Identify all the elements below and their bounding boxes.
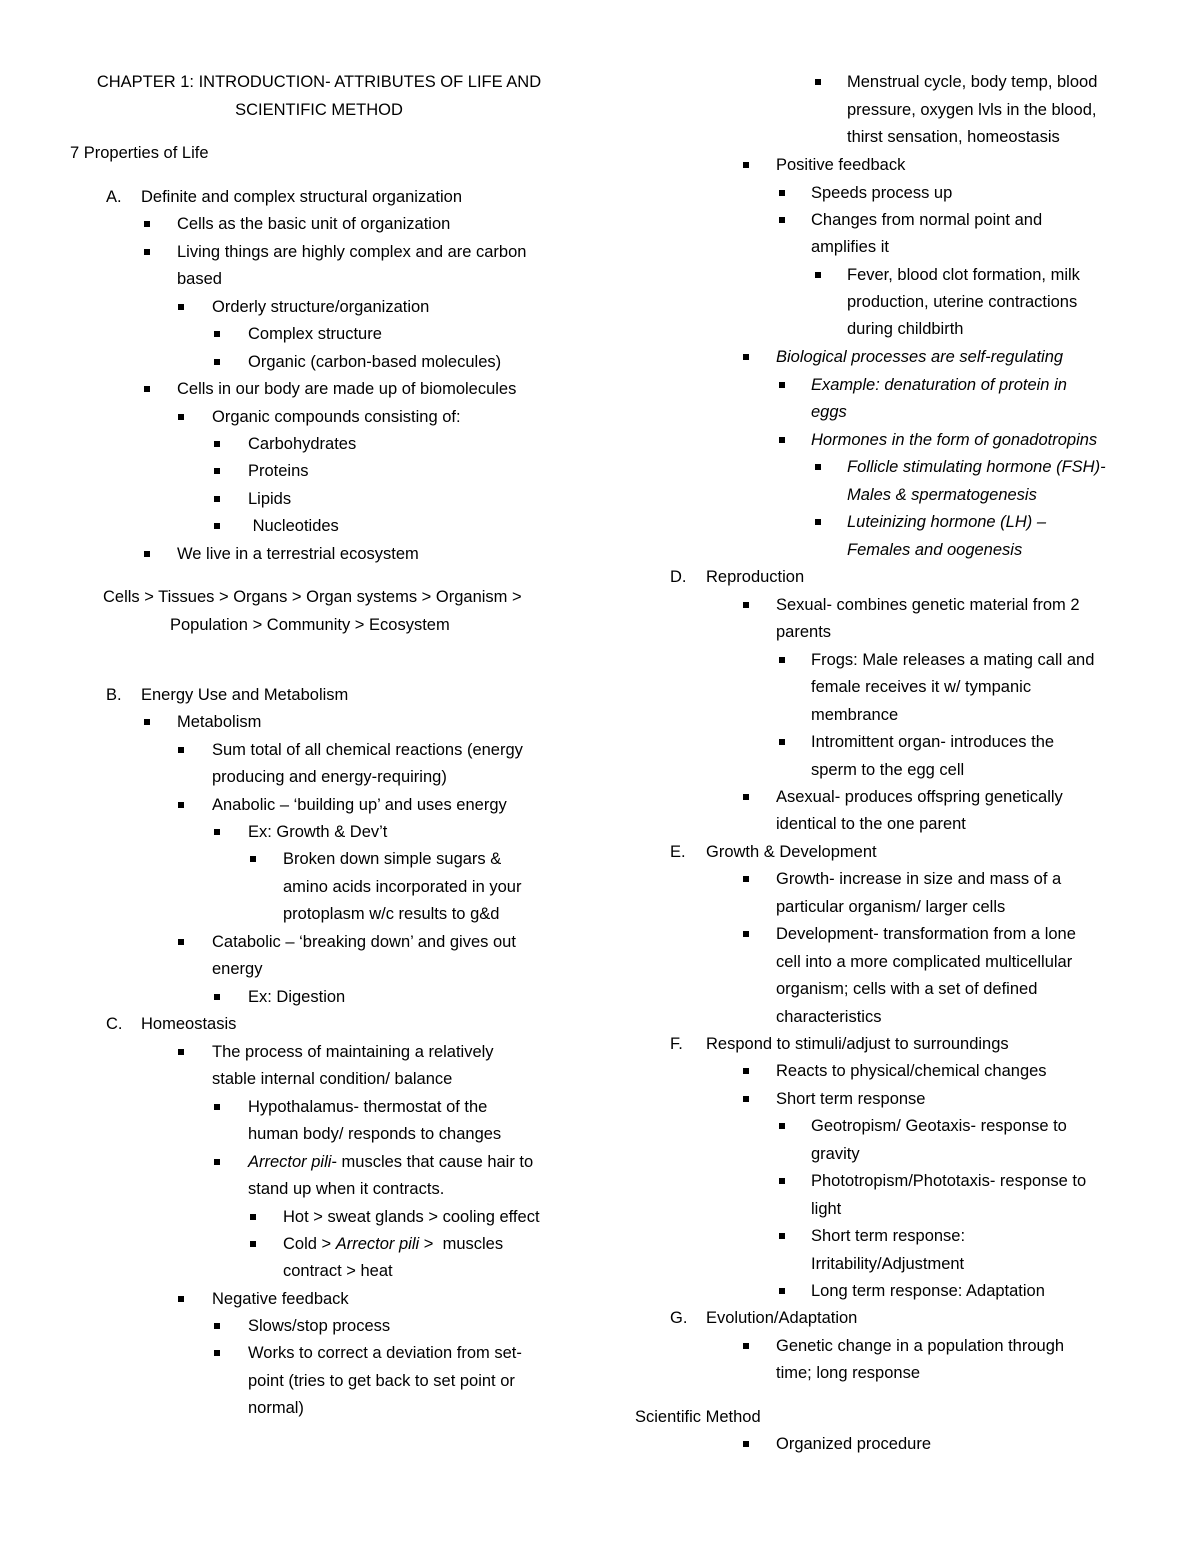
list-item: Sum total of all chemical reactions (energy <box>212 741 523 759</box>
bullet-icon <box>743 1096 749 1102</box>
list-item: We live in a terrestrial ecosystem <box>177 545 419 563</box>
list-item: Frogs: Male releases a mating call and <box>811 651 1095 669</box>
bullet-icon <box>779 1288 785 1294</box>
bullet-icon <box>214 1323 220 1329</box>
list-item: Speeds process up <box>811 184 953 202</box>
list-item-continued: particular organism/ larger cells <box>776 898 1006 916</box>
section-b-label: Energy Use and Metabolism <box>141 686 349 704</box>
hierarchy-line-2: Population > Community > Ecosystem <box>170 616 450 634</box>
bullet-icon <box>178 414 184 420</box>
list-item-continued: Males & spermatogenesis <box>847 486 1037 504</box>
bullet-icon <box>743 602 749 608</box>
list-item: Organized procedure <box>776 1435 932 1453</box>
list-item-continued: female receives it w/ tympanic <box>811 678 1032 696</box>
list-item: Lipids <box>248 490 292 508</box>
list-item: Negative feedback <box>212 1290 349 1308</box>
list-item-continued: during childbirth <box>847 320 964 338</box>
list-item: Works to correct a deviation from set- <box>248 1344 522 1362</box>
list-item: Broken down simple sugars & <box>283 850 502 868</box>
list-item: Nucleotides <box>248 517 339 535</box>
list-item-continued: eggs <box>811 403 847 421</box>
list-item-continued: identical to the one parent <box>776 815 966 833</box>
letter-e: E. <box>670 843 686 861</box>
list-item-continued: organism; cells with a set of defined <box>776 980 1038 998</box>
bullet-icon <box>144 249 150 255</box>
list-item-continued: gravity <box>811 1145 860 1163</box>
cold-text-a: Cold > <box>283 1235 336 1253</box>
bullet-icon <box>144 719 150 725</box>
list-item: Development- transformation from a lone <box>776 925 1076 943</box>
bullet-icon <box>214 441 220 447</box>
list-item: The process of maintaining a relatively <box>212 1043 494 1061</box>
list-item-continued: energy <box>212 960 263 978</box>
cold-text-b: > muscles <box>419 1235 504 1253</box>
list-item: Reacts to physical/chemical changes <box>776 1062 1047 1080</box>
list-item: Ex: Digestion <box>248 988 346 1006</box>
bullet-icon <box>743 876 749 882</box>
letter-f: F. <box>670 1035 683 1053</box>
bullet-icon <box>214 1350 220 1356</box>
list-item: Metabolism <box>177 713 262 731</box>
bullet-icon <box>214 1159 220 1165</box>
list-item: Complex structure <box>248 325 382 343</box>
list-item-continued: light <box>811 1200 842 1218</box>
list-item: Changes from normal point and <box>811 211 1043 229</box>
bullet-icon <box>250 856 256 862</box>
section-e-label: Growth & Development <box>706 843 877 861</box>
bullet-icon <box>815 79 821 85</box>
list-item-continued: parents <box>776 623 832 641</box>
bullet-icon <box>815 519 821 525</box>
bullet-icon <box>214 523 220 529</box>
letter-d: D. <box>670 568 687 586</box>
list-item: Catabolic – ‘breaking down’ and gives out <box>212 933 516 951</box>
list-item-continued: based <box>177 270 222 288</box>
bullet-icon <box>779 382 785 388</box>
list-item: Example: denaturation of protein in <box>811 376 1067 394</box>
list-item: Cells as the basic unit of organization <box>177 215 451 233</box>
list-item: Hypothalamus- thermostat of the <box>248 1098 488 1116</box>
list-item: Geotropism/ Geotaxis- response to <box>811 1117 1067 1135</box>
list-item-continued: producing and energy-requiring) <box>212 768 447 786</box>
list-item-continued: time; long response <box>776 1364 920 1382</box>
list-item: Positive feedback <box>776 156 906 174</box>
list-item: Living things are highly complex and are carbon <box>177 243 527 261</box>
bullet-icon <box>815 464 821 470</box>
list-item-continued: human body/ responds to changes <box>248 1125 502 1143</box>
list-item-continued: Females and oogenesis <box>847 541 1023 559</box>
list-item-continued: thirst sensation, homeostasis <box>847 128 1060 146</box>
scientific-method-heading: Scientific Method <box>635 1408 761 1426</box>
section-c-label: Homeostasis <box>141 1015 237 1033</box>
list-item: Organic (carbon-based molecules) <box>248 353 502 371</box>
bullet-icon <box>250 1214 256 1220</box>
bullet-icon <box>743 1343 749 1349</box>
bullet-icon <box>178 1296 184 1302</box>
bullet-icon <box>144 551 150 557</box>
list-item: Asexual- produces offspring genetically <box>776 788 1063 806</box>
list-item: Hormones in the form of gonadotropins <box>811 431 1098 449</box>
list-item: Sexual- combines genetic material from 2 <box>776 596 1080 614</box>
bullet-icon <box>214 468 220 474</box>
bullet-icon <box>214 1104 220 1110</box>
bullet-icon <box>178 747 184 753</box>
list-item: Genetic change in a population through <box>776 1337 1065 1355</box>
list-item: Menstrual cycle, body temp, blood <box>847 73 1098 91</box>
bullet-icon <box>815 272 821 278</box>
bullet-icon <box>779 1233 785 1239</box>
hierarchy-line-1: Cells > Tissues > Organs > Organ systems > Organism > <box>103 588 522 606</box>
arrector-pili-text: - muscles that cause hair to <box>331 1153 534 1171</box>
chapter-title-line-2: SCIENTIFIC METHOD <box>235 101 403 119</box>
arrector-pili-term: Arrector pili <box>335 1235 420 1253</box>
bullet-icon <box>779 437 785 443</box>
list-item-continued: normal) <box>248 1399 304 1417</box>
list-item-continued: characteristics <box>776 1008 882 1026</box>
list-item-continued: sperm to the egg cell <box>811 761 965 779</box>
bullet-icon <box>178 939 184 945</box>
bullet-icon <box>250 1241 256 1247</box>
bullet-icon <box>214 496 220 502</box>
bullet-icon <box>144 386 150 392</box>
list-item: Biological processes are self-regulating <box>776 348 1064 366</box>
chapter-title-line-1: CHAPTER 1: INTRODUCTION- ATTRIBUTES OF LIFE AND <box>96 73 542 91</box>
list-item <box>248 1151 533 1173</box>
bullet-icon <box>178 1049 184 1055</box>
list-item: Short term response: <box>811 1227 966 1245</box>
section-a-label: Definite and complex structural organization <box>141 188 463 206</box>
list-item-continued: amplifies it <box>811 238 889 256</box>
list-item: Follicle stimulating hormone (FSH)- <box>847 458 1106 476</box>
list-item-continued: contract > heat <box>283 1262 393 1280</box>
bullet-icon <box>178 802 184 808</box>
list-item-continued: amino acids incorporated in your <box>283 878 522 896</box>
list-item: Cells in our body are made up of biomolecules <box>177 380 517 398</box>
bullet-icon <box>214 829 220 835</box>
bullet-icon <box>779 1178 785 1184</box>
bullet-icon <box>743 1068 749 1074</box>
bullet-icon <box>743 1441 749 1447</box>
list-item: Slows/stop process <box>248 1317 391 1335</box>
section-f-label: Respond to stimuli/adjust to surroundings <box>706 1035 1009 1053</box>
list-item-continued: membrance <box>811 706 899 724</box>
bullet-icon <box>214 331 220 337</box>
bullet-icon <box>214 359 220 365</box>
list-item-continued: stable internal condition/ balance <box>212 1070 453 1088</box>
list-item: Organic compounds consisting of: <box>212 408 461 426</box>
list-item: Carbohydrates <box>248 435 357 453</box>
letter-c: C. <box>106 1015 123 1033</box>
letter-g: G. <box>670 1309 688 1327</box>
list-item-continued: stand up when it contracts. <box>248 1180 445 1198</box>
list-item: Orderly structure/organization <box>212 298 430 316</box>
list-item: Intromittent organ- introduces the <box>811 733 1055 751</box>
list-item-continued: point (tries to get back to set point or <box>248 1372 515 1390</box>
list-item: Fever, blood clot formation, milk <box>847 266 1080 284</box>
bullet-icon <box>779 217 785 223</box>
bullet-icon <box>779 657 785 663</box>
section-d-label: Reproduction <box>706 568 805 586</box>
list-item: Luteinizing hormone (LH) – <box>847 513 1047 531</box>
bullet-icon <box>144 221 150 227</box>
letter-b: B. <box>106 686 122 704</box>
list-item: Growth- increase in size and mass of a <box>776 870 1062 888</box>
list-item-continued: cell into a more complicated multicellular <box>776 953 1073 971</box>
list-item-continued: pressure, oxygen lvls in the blood, <box>847 101 1097 119</box>
bullet-icon <box>178 304 184 310</box>
list-item <box>283 1233 503 1255</box>
bullet-icon <box>214 994 220 1000</box>
bullet-icon <box>779 190 785 196</box>
list-item: Anabolic – ‘building up’ and uses energy <box>212 796 507 814</box>
list-item-continued: production, uterine contractions <box>847 293 1078 311</box>
list-item: Long term response: Adaptation <box>811 1282 1045 1300</box>
section-g-label: Evolution/Adaptation <box>706 1309 858 1327</box>
properties-heading: 7 Properties of Life <box>70 144 209 162</box>
list-item: Hot > sweat glands > cooling effect <box>283 1208 540 1226</box>
bullet-icon <box>743 931 749 937</box>
list-item: Phototropism/Phototaxis- response to <box>811 1172 1087 1190</box>
list-item-continued: Irritability/Adjustment <box>811 1255 965 1273</box>
bullet-icon <box>743 162 749 168</box>
letter-a: A. <box>106 188 122 206</box>
list-item: Short term response <box>776 1090 926 1108</box>
list-item: Proteins <box>248 462 309 480</box>
bullet-icon <box>779 1123 785 1129</box>
bullet-icon <box>743 354 749 360</box>
bullet-icon <box>779 739 785 745</box>
bullet-icon <box>743 794 749 800</box>
list-item: Ex: Growth & Dev’t <box>248 823 388 841</box>
list-item-continued: protoplasm w/c results to g&d <box>283 905 500 923</box>
arrector-pili-term: Arrector pili <box>248 1153 332 1171</box>
